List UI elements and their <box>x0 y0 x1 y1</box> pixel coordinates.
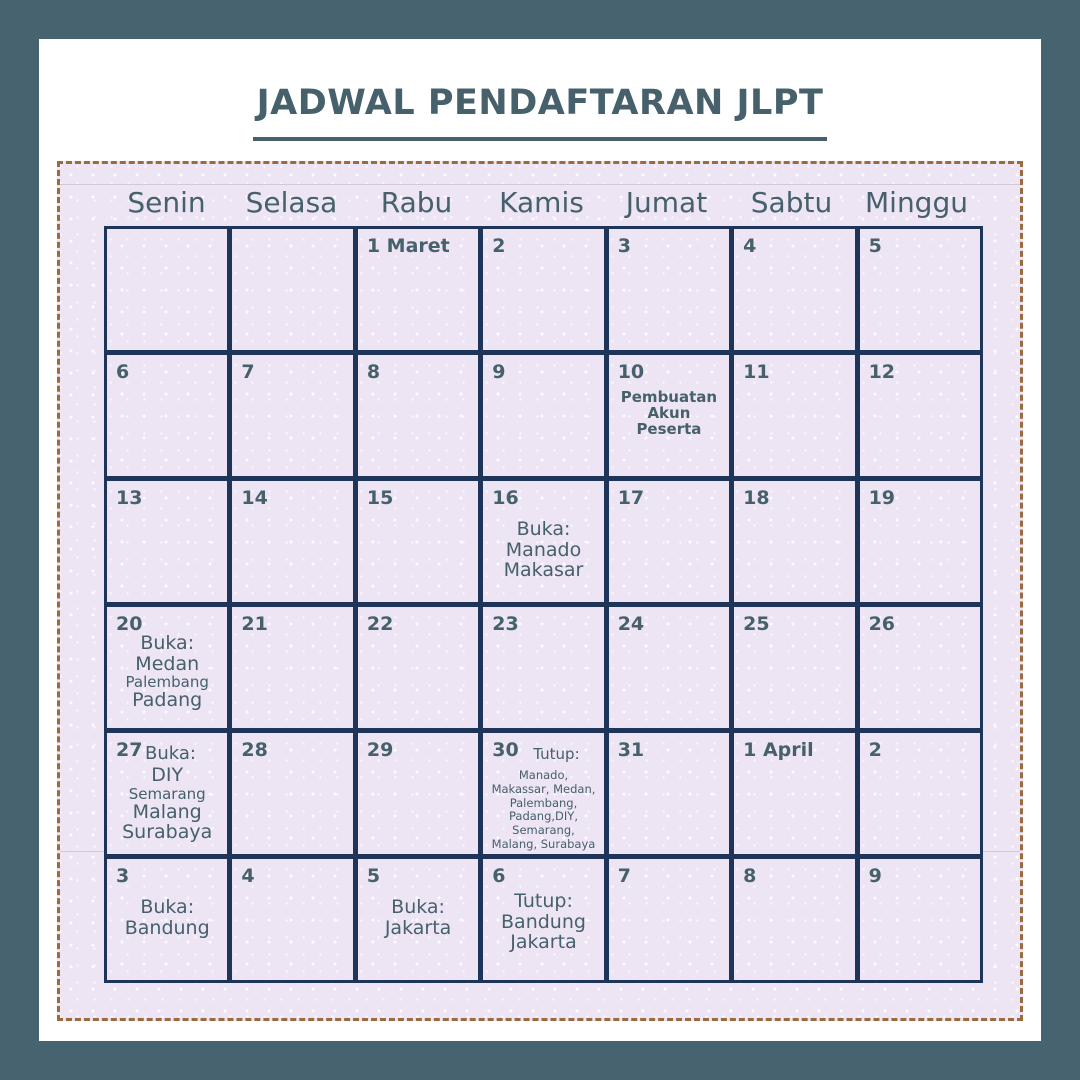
day-cell-event <box>609 355 729 476</box>
day-number: 20 <box>116 613 143 635</box>
day-number: 23 <box>492 613 519 635</box>
event-line: Bandung <box>501 910 586 933</box>
event-note <box>107 897 227 938</box>
day-number: 30 <box>492 739 519 761</box>
event-line: Buka: <box>140 896 195 918</box>
day-cell <box>734 481 854 602</box>
day-cell <box>860 355 980 476</box>
day-cell <box>860 859 980 980</box>
day-cell <box>232 733 352 854</box>
day-cell <box>358 607 478 728</box>
day-cell <box>734 733 854 854</box>
day-number: 12 <box>868 361 896 383</box>
event-line: Buka: <box>516 518 571 540</box>
event-line: Akun <box>647 404 691 423</box>
day-number: 6 <box>116 361 130 383</box>
event-line: Palembang <box>125 673 209 692</box>
day-number: 27 <box>116 739 143 761</box>
event-line: Malang, Surabaya <box>491 836 596 851</box>
event-line: Surabaya <box>122 821 213 844</box>
event-line: DIY <box>151 764 184 786</box>
event-note <box>483 891 603 953</box>
weekday-jumat: Jumat <box>625 186 708 219</box>
day-number: 3 <box>617 235 631 257</box>
day-cell <box>609 859 729 980</box>
day-number: 13 <box>116 487 143 509</box>
day-cell-event <box>358 859 478 980</box>
event-note <box>609 389 729 438</box>
event-heading: Buka: <box>145 743 196 764</box>
event-note <box>483 769 603 852</box>
weekday-minggu: Minggu <box>865 186 968 219</box>
event-line: Pembuatan <box>620 388 718 406</box>
day-cell <box>860 229 980 350</box>
event-line: Palembang, <box>509 795 578 810</box>
day-cell-event <box>107 733 227 854</box>
event-note <box>107 633 227 711</box>
poster-sheet <box>39 39 1041 1041</box>
weekday-senin: Senin <box>127 186 206 219</box>
day-number: 1 Maret <box>366 235 450 257</box>
event-line: Tutup: <box>514 890 573 912</box>
weekday-selasa: Selasa <box>245 186 338 219</box>
day-cell <box>232 859 352 980</box>
day-cell <box>609 733 729 854</box>
weekday-sabtu: Sabtu <box>750 186 833 219</box>
day-cell <box>232 229 352 350</box>
weekday-header <box>104 186 979 226</box>
day-cell <box>860 733 980 854</box>
day-number: 15 <box>366 487 394 509</box>
calendar-grid <box>104 226 983 983</box>
day-number: 2 <box>868 739 882 761</box>
day-number: 14 <box>241 487 268 509</box>
day-cell <box>358 733 478 854</box>
day-number: 31 <box>617 739 645 761</box>
event-line: Jakarta <box>510 931 577 954</box>
day-number: 21 <box>241 613 268 635</box>
day-cell <box>609 229 729 350</box>
day-cell <box>734 355 854 476</box>
day-number: 1 April <box>743 739 814 761</box>
weekday-rabu: Rabu <box>380 186 453 219</box>
day-number: 26 <box>868 613 896 635</box>
day-cell-event <box>483 733 603 854</box>
day-cell-event <box>107 859 227 980</box>
day-cell <box>609 481 729 602</box>
day-number: 7 <box>617 865 631 887</box>
day-cell <box>609 607 729 728</box>
event-line: Semarang <box>128 784 206 803</box>
event-line: Manado, <box>518 768 569 782</box>
day-number: 11 <box>743 361 770 383</box>
day-cell <box>860 607 980 728</box>
day-cell <box>107 229 227 350</box>
day-number: 16 <box>492 487 519 509</box>
day-cell <box>358 355 478 476</box>
event-note <box>358 897 478 938</box>
event-line: Medan <box>135 652 200 675</box>
event-heading: Tutup: <box>533 745 580 763</box>
event-line: Makassar, Medan, <box>491 781 596 796</box>
day-number: 24 <box>617 613 645 635</box>
day-number: 8 <box>743 865 757 887</box>
weekday-kamis: Kamis <box>499 186 584 219</box>
event-line: Bandung <box>124 916 210 939</box>
day-number: 9 <box>492 361 506 383</box>
day-number: 8 <box>366 361 381 383</box>
day-number: 25 <box>743 613 770 635</box>
day-cell <box>734 607 854 728</box>
day-number: 3 <box>116 865 130 887</box>
title-underline <box>253 137 827 141</box>
event-line: Buka: <box>391 896 445 918</box>
day-cell <box>483 229 603 350</box>
day-number: 28 <box>241 739 268 761</box>
day-cell <box>483 607 603 728</box>
divider <box>60 184 1020 185</box>
day-cell-event <box>483 859 603 980</box>
day-cell <box>232 481 352 602</box>
event-line: Malang <box>132 800 202 823</box>
day-number: 19 <box>868 487 896 509</box>
page-title: JADWAL PENDAFTARAN JLPT <box>256 83 824 123</box>
day-number: 5 <box>366 865 381 887</box>
day-cell <box>483 355 603 476</box>
day-cell <box>734 859 854 980</box>
day-number: 29 <box>366 739 394 761</box>
event-line: Padang,DIY, <box>509 809 578 824</box>
day-number: 9 <box>868 865 882 887</box>
day-number: 10 <box>617 361 645 383</box>
day-cell <box>232 607 352 728</box>
event-line: Jakarta <box>384 916 452 939</box>
day-cell-event <box>483 481 603 602</box>
calendar-board <box>57 161 1023 1021</box>
day-number: 7 <box>241 361 255 383</box>
day-number: 18 <box>743 487 770 509</box>
event-note <box>107 765 227 843</box>
day-number: 2 <box>492 235 506 257</box>
day-cell <box>860 481 980 602</box>
event-line: Padang <box>132 689 203 712</box>
event-line: Makasar <box>503 559 584 582</box>
day-cell <box>107 355 227 476</box>
day-cell <box>232 355 352 476</box>
day-number: 5 <box>868 235 882 257</box>
day-cell <box>358 481 478 602</box>
day-number: 4 <box>743 235 757 257</box>
day-number: 6 <box>492 865 506 887</box>
day-number: 17 <box>617 487 645 509</box>
event-line: Semarang, <box>512 823 575 838</box>
event-line: Buka: <box>140 632 195 654</box>
day-cell <box>107 481 227 602</box>
event-line: Manado <box>505 538 582 561</box>
day-cell <box>734 229 854 350</box>
day-cell-event <box>107 607 227 728</box>
day-cell <box>358 229 478 350</box>
day-number: 4 <box>241 865 255 887</box>
day-number: 22 <box>366 613 394 635</box>
event-note <box>483 519 603 581</box>
event-line: Peserta <box>636 420 702 439</box>
